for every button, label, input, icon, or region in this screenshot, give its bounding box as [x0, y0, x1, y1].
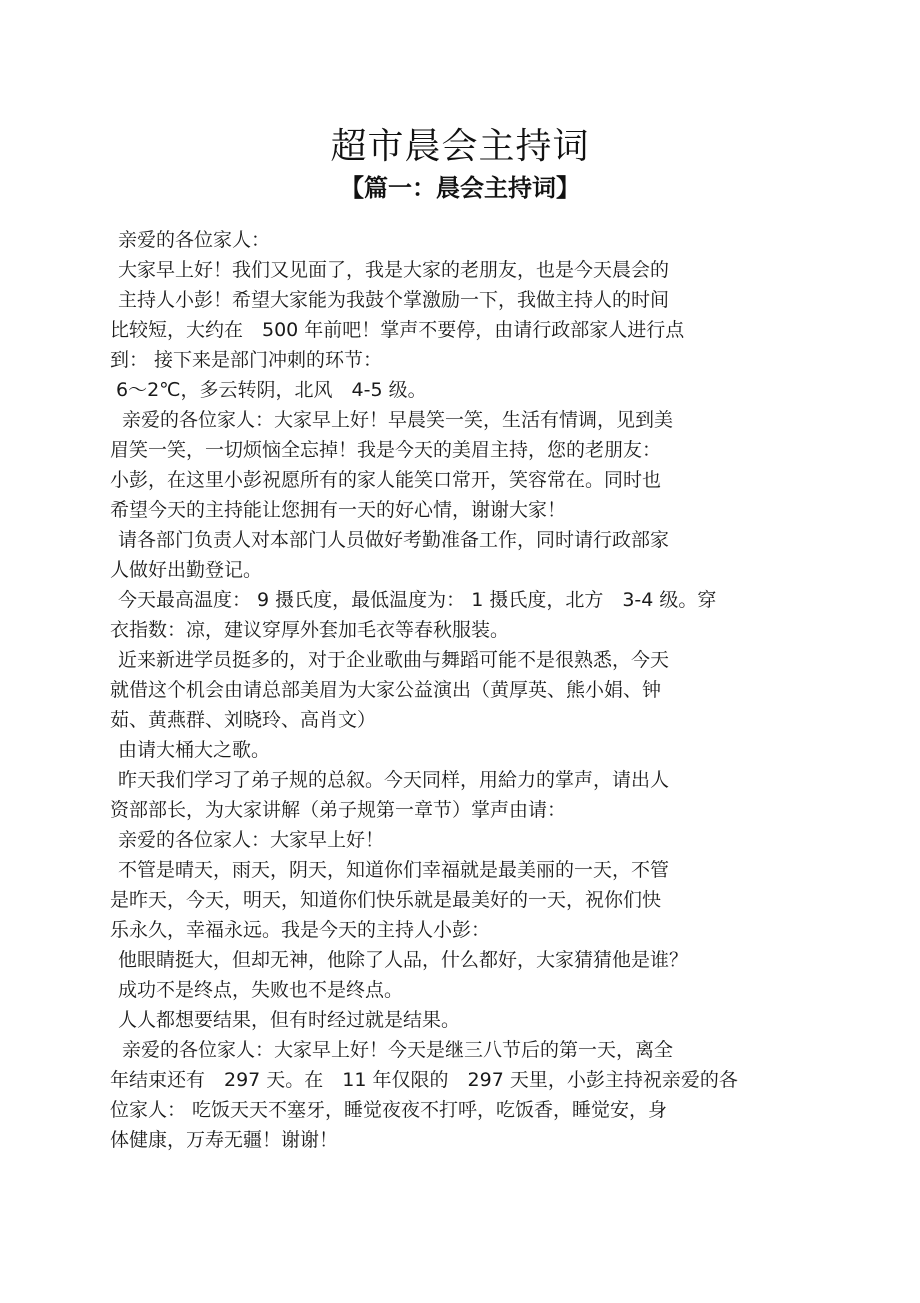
- document-subtitle: 【篇一：晨会主持词】: [340, 174, 580, 202]
- text-line: 位家人： 吃饭天天不塞牙，睡觉夜夜不打呼，吃饭香，睡觉安，身: [110, 1099, 668, 1121]
- text-line: 成功不是终点，失败也不是终点。: [118, 979, 404, 1001]
- text-line: 到： 接下来是部门冲刺的环节：: [110, 349, 383, 371]
- text-line: 人做好出勤登记。: [110, 559, 263, 581]
- text-line: 今天最高温度： 9 摄氏度，最低温度为： 1 摄氏度，北方 3-4 级。穿: [118, 589, 717, 611]
- text-line: 主持人小彭！希望大家能为我鼓个掌激励一下，我做主持人的时间: [118, 289, 670, 311]
- text-line: 昨天我们学习了弟子规的总叙。今天同样，用給力的掌声，请出人: [118, 769, 670, 791]
- text-line: 请各部门负责人对本部门人员做好考勤准备工作，同时请行政部家: [118, 529, 670, 551]
- text-line: 6～2℃，多云转阴，北风 4-5 级。: [116, 379, 427, 401]
- text-line: 小彭，在这里小彭祝愿所有的家人能笑口常开，笑容常在。同时也: [110, 469, 662, 491]
- text-line: 希望今天的主持能让您拥有一天的好心情，谢谢大家！: [110, 499, 567, 521]
- text-line: 眉笑一笑，一切烦恼全忘掉！我是今天的美眉主持，您的老朋友：: [110, 439, 662, 461]
- text-line: 衣指数：凉，建议穿厚外套加毛衣等春秋服装。: [110, 619, 510, 641]
- text-line: 人人都想要结果，但有时经过就是结果。: [118, 1009, 461, 1031]
- text-line: 是昨天，今天，明天，知道你们快乐就是最美好的一天，祝你们快: [110, 889, 662, 911]
- text-line: 亲爱的各位家人：大家早上好！: [118, 829, 385, 851]
- text-line: 乐永久，幸福永远。我是今天的主持人小彭：: [110, 919, 491, 941]
- text-line: 资部部长，为大家讲解（弟子规第一章节）掌声由请：: [110, 799, 567, 821]
- text-line: 茹、黄燕群、刘晓玲、高肖文）: [110, 709, 377, 731]
- text-line: 亲爱的各位家人：: [118, 229, 271, 251]
- document-title: 超市晨会主持词: [330, 126, 590, 167]
- text-line: 就借这个机会由请总部美眉为大家公益演出（黄厚英、熊小娟、钟: [110, 679, 662, 701]
- text-line: 亲爱的各位家人：大家早上好！今天是继三八节后的第一天，离全: [122, 1039, 674, 1061]
- text-line: 由请大桶大之歌。: [118, 739, 271, 761]
- text-line: 他眼睛挺大，但却无神，他除了人品，什么都好，大家猜猜他是谁？: [118, 949, 689, 971]
- text-line: 大家早上好！我们又见面了，我是大家的老朋友，也是今天晨会的: [118, 259, 670, 281]
- text-line: 近来新进学员挺多的，对于企业歌曲与舞蹈可能不是很熟悉，今天: [118, 649, 670, 671]
- text-line: 年结束还有 297 天。在 11 年仅限的 297 天里，小彭主持祝亲爱的各: [110, 1069, 738, 1091]
- text-line: 体健康，万寿无疆！谢谢！: [110, 1129, 339, 1151]
- text-line: 亲爱的各位家人：大家早上好！早晨笑一笑，生活有情调，见到美: [122, 409, 674, 431]
- text-line: 不管是晴天，雨天，阴天，知道你们幸福就是最美丽的一天，不管: [118, 859, 670, 881]
- text-line: 比较短，大约在 500 年前吧！掌声不要停，由请行政部家人进行点: [110, 319, 685, 341]
